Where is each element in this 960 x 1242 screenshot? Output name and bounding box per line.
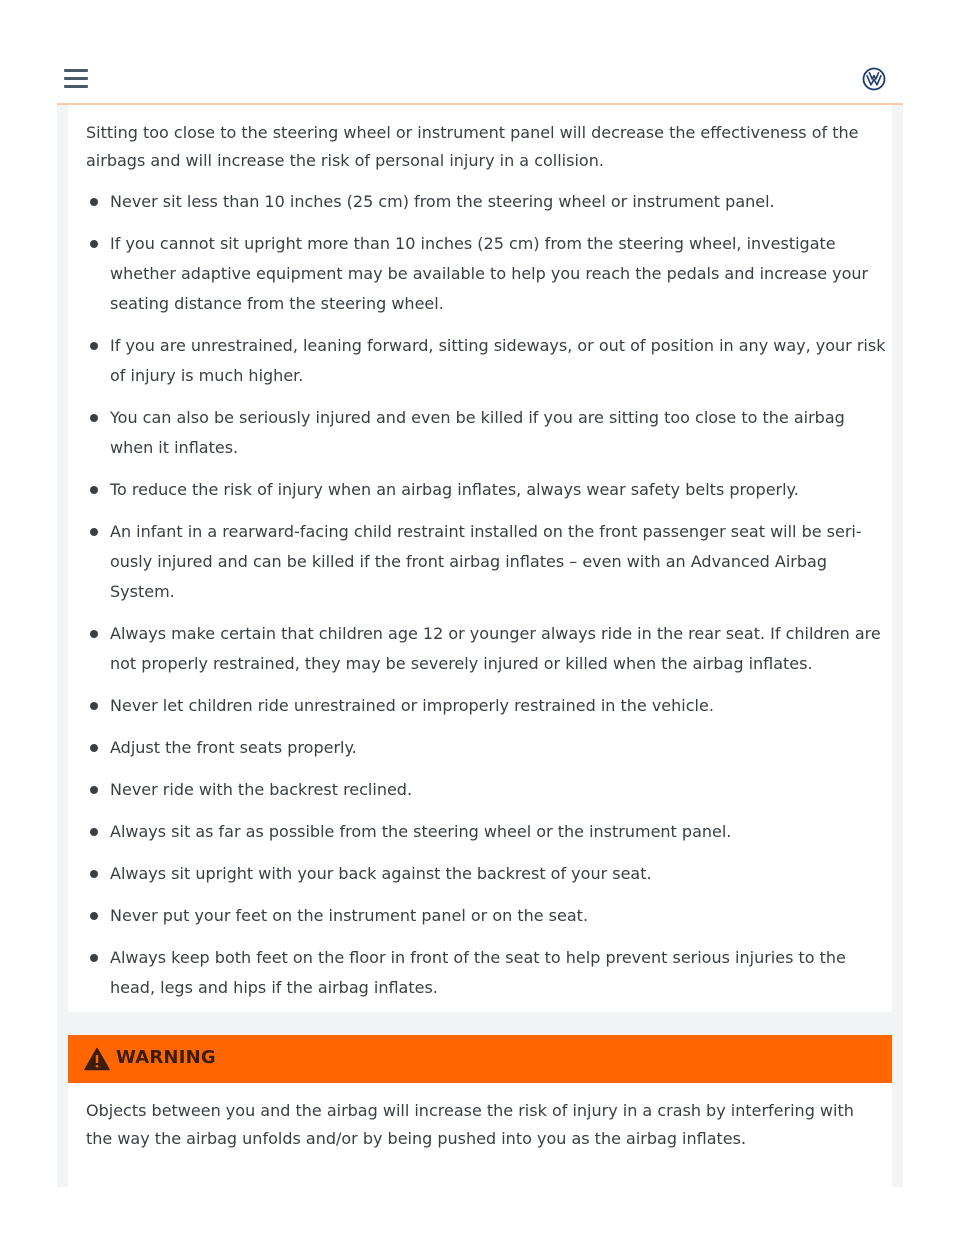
warning-header xyxy=(68,1035,892,1083)
list-item: Never sit less than 10 inches (25 cm) from the steering wheel or instrument panel. xyxy=(86,187,886,217)
list-item: Always sit as far as possible from the steering wheel or the instrument panel. xyxy=(86,817,886,847)
intro-paragraph: Sitting too close to the steering wheel or instrument panel will decrease the effectiveness of the airbags and will increase the risk of personal injury in a collision. xyxy=(86,123,859,170)
list-item: If you are unrestrained, leaning forward, sitting sideways, or out of position in any way, your risk of injury is much higher. xyxy=(86,331,886,391)
warning-card xyxy=(68,1083,892,1187)
vw-logo-icon[interactable] xyxy=(862,67,886,91)
warning-text: Objects between you and the airbag will increase the risk of injury in a crash by interfering with the way the airbag unfolds and/or by being pushed into you as the airbag inflates. xyxy=(86,1101,854,1148)
list-item: Always keep both feet on the floor in front of the seat to help prevent serious injuries to the head, legs and hips if the airbag inflates. xyxy=(86,943,886,1003)
list-item: Always make certain that children age 12 or younger always ride in the rear seat. If children are not properly restrained, they may be severely injured or killed when the airbag inflates. xyxy=(86,619,886,679)
warning-triangle-icon xyxy=(84,1047,110,1071)
list-item: Always sit upright with your back against the backrest of your seat. xyxy=(86,859,886,889)
info-card xyxy=(68,105,892,1012)
content-page xyxy=(57,103,903,1187)
list-item: Never ride with the backrest reclined. xyxy=(86,775,886,805)
list-item: Never put your feet on the instrument panel or on the seat. xyxy=(86,901,886,931)
warning-title: WARNING xyxy=(116,1047,216,1068)
list-item: You can also be seriously injured and even be killed if you are sitting too close to the airbag when it inflates. xyxy=(86,403,886,463)
list-item: Adjust the front seats properly. xyxy=(86,733,886,763)
list-item: If you cannot sit upright more than 10 inches (25 cm) from the steering wheel, investigate whether adaptive equipment may be available to help you reach the pedals and increase your seating distance from the steering wheel. xyxy=(86,229,886,319)
list-item: An infant in a rearward-facing child restraint installed on the front passenger seat will be seri- ously injured and can be killed if the front airbag inflates – even with an Advanced Airbag System. xyxy=(86,517,886,607)
list-item: Never let children ride unrestrained or improperly restrained in the vehicle. xyxy=(86,691,886,721)
list-item: To reduce the risk of injury when an airbag inflates, always wear safety belts properly. xyxy=(86,475,886,505)
hamburger-menu-icon[interactable] xyxy=(64,69,88,89)
bullet-list xyxy=(86,187,886,1015)
top-bar xyxy=(0,0,960,103)
